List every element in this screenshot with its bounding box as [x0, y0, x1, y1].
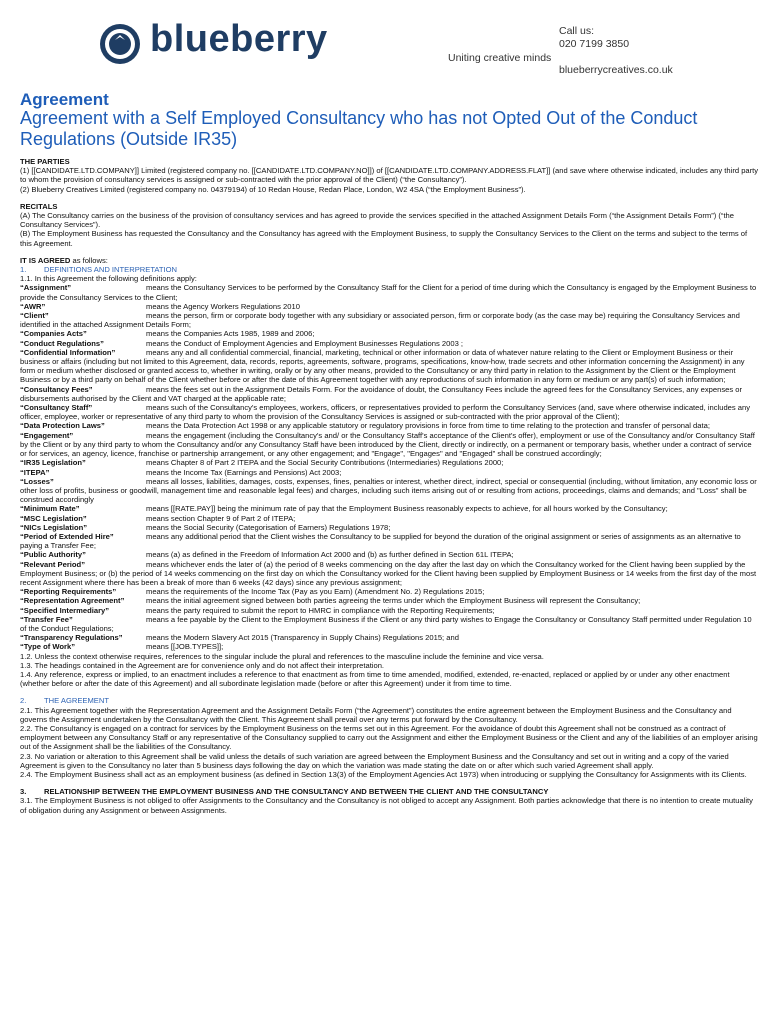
definition-term: “Representation Agreement”: [20, 596, 125, 606]
definition-text: means any additional period that the Client wishes the Consultancy to be supplied for beyond the duration of the original assignment or series of assignments as an alternative to paying a Transfer Fee;: [20, 531, 741, 551]
definition-item: [20, 468, 760, 477]
definition-text: means [[RATE.PAY]] being the minimum rate of pay that the Employment Business reasonably expects to achieve, for all hours worked by the Consultancy;: [146, 504, 668, 514]
definition-item: [20, 283, 760, 301]
definition-item: [20, 532, 760, 550]
definition-term: “ITEPA”: [20, 467, 50, 477]
definition-item: [20, 550, 760, 559]
definition-item: [20, 560, 760, 588]
section-1-heading: [20, 265, 760, 274]
recitals-heading: RECITALS: [20, 201, 58, 211]
definition-text: means [[JOB.TYPES]];: [146, 642, 224, 652]
definition-text: means the Agency Workers Regulations 2010: [146, 301, 300, 311]
definition-term: “Transparency Regulations”: [20, 633, 123, 643]
definition-text: means the person, firm or corporate body together with any subsidiary or associated person, firm or corporate body (as the case may be) requiring the Consultancy Services and identified in the attached Assignment Details Form;: [20, 311, 740, 330]
definition-term: “Consultancy Staff”: [20, 403, 93, 413]
definition-term: “Relevant Period”: [20, 559, 85, 569]
definition-text: means the Conduct of Employment Agencies and Employment Businesses Regulations 2003 ;: [146, 338, 464, 348]
definition-term: “Minimum Rate”: [20, 504, 80, 514]
definition-term: “Specified Intermediary”: [20, 605, 110, 615]
definition-text: means the engagement (including the Consultancy's and/ or the Consultancy Staff's acceptance of the Client's offer), employment or use of the Consultancy and/or Consultancy Staff by the Client or by any third party to whom the Consultancy and/or any Consultancy Staff have been introduced by the Client, directly or indirectly, on a permanent or temporary basis, whether under a contract of service or for services, an agency, licence, franchise or partnership arrangement, or any other engagement; and "Engage", "Engages" and "Engaged" shall be construed accordingly;: [20, 430, 755, 459]
definition-text: means (a) as defined in the Freedom of Information Act 2000 and (b) as further defined in Section 61L ITEPA;: [146, 550, 514, 560]
contact-phone: 020 7199 3850: [559, 37, 630, 50]
clause-3-1: 3.1. The Employment Business is not obliged to offer Assignments to the Consultancy and the Consultancy is not obliged to accept any Assignment. Both parties acknowledge that there is no intention to create mutuality of obligation during any Assignment or between Assignments.: [20, 796, 753, 815]
definition-term: “Consultancy Fees”: [20, 384, 93, 394]
blueberry-logo-icon: [99, 23, 141, 65]
definition-text: means Chapter 8 of Part 2 ITEPA and the Social Security Contributions (Intermediaries) Regulations 2000;: [146, 458, 504, 468]
clause-1-2: 1.2. Unless the context otherwise requires, references to the singular include the plural and references to the masculine include the feminine and vice versa.: [20, 651, 544, 661]
definition-term: “Engagement”: [20, 430, 74, 440]
definition-item: [20, 615, 760, 633]
section-3-number: 3.: [20, 787, 27, 797]
definition-text: means the Income Tax (Earnings and Pensions) Act 2003;: [146, 467, 342, 477]
definition-term: “Client”: [20, 311, 49, 321]
definition-text: means such of the Consultancy's employees, workers, officers, or representatives provided to perform the Consultancy Services (and, save where otherwise indicated, includes any officer, employee, worker or representative of any third party to whom the provision of the Consultancy Services is assigned or sub-contracted with the prior approval of the Client);: [20, 403, 751, 422]
recital-b: (B) The Employment Business has requested the Consultancy and the Consultancy has agreed with the Employment Business, to supply the Consultancy Services to the Client on the terms and subject to the terms of this Agreement.: [20, 229, 748, 248]
definition-text: means the Modern Slavery Act 2015 (Transparency in Supply Chains) Regulations 2015; and: [146, 633, 459, 643]
agreement-body: [20, 157, 760, 815]
party-2: (2) Blueberry Creatives Limited (registered company no. 04379194) of 10 Redan House, Redan Place, London, W2 4SA (“the Employment Business”).: [20, 184, 526, 194]
clause-1-1: 1.1. In this Agreement the following definitions apply:: [20, 274, 197, 284]
definition-item: [20, 329, 760, 338]
section-1-number: 1.: [20, 265, 27, 275]
clause-2-1: 2.1. This Agreement together with the Representation Agreement and the Assignment Details Form (“the Agreement”) constitutes the entire agreement between the Employment Business and the Consultancy and governs the Assignment undertaken by the Consultancy with the Client. This Agreement shall prevail over any terms put forward by the Consultancy.: [20, 705, 732, 724]
party-1: (1) [[CANDIDATE.LTD.COMPANY]] Limited (registered company no. [[CANDIDATE.LTD.COMPANY.NO]]) of [[CANDIDATE.LTD.COMPANY.ADDRESS.FLAT]] (and save where otherwise indicated, includes any third party to whom the provision of consultancy services is assigned or sub-contracted with the prior approval of the Client) (“the Consultancy”).: [20, 166, 759, 185]
definition-item: [20, 523, 760, 532]
definition-item: [20, 633, 760, 642]
definition-item: [20, 403, 760, 421]
contact-website: blueberrycreatives.co.uk: [559, 64, 673, 76]
definition-text: means the initial agreement signed between both parties agreeing the terms under which the Employment Business will represent the Consultancy;: [146, 596, 641, 606]
contact-block: [559, 25, 673, 76]
document-title: Agreement: [20, 90, 109, 109]
clause-2-3: 2.3. No variation or alteration to this Agreement shall be valid unless the details of such variation are agreed between the Employment Business and the Consultancy and set out in writing and a copy of the varied Agreement is given to the Consultancy no later than 5 business days following the day on which the variation was made stating the date on or after which such varied Agreement shall apply.: [20, 751, 729, 770]
definition-term: “Conduct Regulations”: [20, 338, 104, 348]
agreed-line: [20, 256, 760, 265]
definition-term: “MSC Legislation”: [20, 513, 87, 523]
definition-text: means the requirements of the Income Tax (Pay as you Earn) (Amendment No. 2) Regulations 2015;: [146, 587, 485, 597]
definition-term: “Public Authority”: [20, 550, 86, 560]
section-3-title: RELATIONSHIP BETWEEN THE EMPLOYMENT BUSINESS AND THE CONSULTANCY AND BETWEEN THE CLIENT AND THE CONSULTANCY: [44, 787, 549, 797]
spacer: [20, 248, 760, 256]
definition-term: “Type of Work”: [20, 642, 75, 652]
definition-item: [20, 514, 760, 523]
agreed-lead: IT IS AGREED: [20, 255, 71, 265]
definition-item: [20, 339, 760, 348]
clause-2-4: 2.4. The Employment Business shall act as an employment business (as defined in Section 13(3) of the Employment Agencies Act 1973) when introducing or supplying the Consultancy for Assignments with its Clients.: [20, 770, 747, 779]
tagline: Uniting creative minds: [448, 52, 552, 64]
clause-1-3: 1.3. The headings contained in the Agreement are for convenience only and do not affect their interpretation.: [20, 660, 385, 670]
agreed-rest: as follows:: [70, 255, 108, 265]
definition-text: means the party required to submit the report to HMRC in compliance with the Reporting Requirements;: [146, 605, 495, 615]
definition-item: [20, 348, 760, 385]
definition-item: [20, 587, 760, 596]
definition-item: [20, 385, 760, 403]
definition-text: means the Data Protection Act 1998 or any applicable statutory or regulatory provisions in force from time to time relating to the protection and transfer of personal data;: [146, 421, 710, 431]
definition-text: means any and all confidential commercial, financial, marketing, technical or other information or data of whatever nature relating to the Client or Employment Business or their business or affairs (including but not limited to this Agreement, data, records, reports, agreements, software, programs, specifications, know-how, trade secrets and other information concerning the Assignment) in any form or medium whether disclosed or granted access to, whether in writing, orally or by any other means, provided to the Consultancy or any third party in relation to the Assignment by the Client or the Employment Business or by a third party on behalf of the Client whether before or after the date of this Agreement together with any reproductions of such information in any form or medium or any part(s) of such information;: [20, 347, 745, 385]
definition-term: “Transfer Fee”: [20, 614, 73, 624]
parties-heading: THE PARTIES: [20, 157, 70, 166]
definition-text: means whichever ends the later of (a) the period of 8 weeks commencing on the day after the last day on which the Consultancy worked for the Client having been supplied by the Employment Business; or (b) the period of 14 weeks commencing on the first day on which the Consultancy worked for the Client having been supplied by Employment Business or 14 weeks from the first day of the most recent Assignment where there has been a break of more than 6 weeks (42 days) since any previous assignment;: [20, 559, 757, 587]
section-2-title: THE AGREEMENT: [44, 696, 109, 706]
clause-2-2: 2.2. The Consultancy is engaged on a contract for services by the Employment Business on the terms set out in this Agreement. For the avoidance of doubt this Agreement shall not be construed as a contract of employment between any Consultancy Staff or any representative of the Consultancy supplied to carry out the Assignment and either the Employment Business or the Client and any of the liabilities of an employer arising out of the Assignment shall be the liabilities of the Consultancy.: [20, 723, 758, 752]
section-2-number: 2.: [20, 696, 27, 706]
definition-text: means the Social Security (Categorisation of Earners) Regulations 1978;: [146, 522, 391, 532]
document-subtitle: Agreement with a Self Employed Consultancy who has not Opted Out of the Conduct Regulations (Outside IR35): [20, 108, 698, 149]
definition-item: [20, 458, 760, 467]
brand-name: blueberry: [150, 18, 328, 60]
definition-term: “AWR”: [20, 301, 46, 311]
definition-text: means the Companies Acts 1985, 1989 and 2006;: [146, 329, 315, 339]
page-header: [0, 0, 770, 80]
definition-term: “Data Protection Laws”: [20, 421, 105, 431]
definition-term: “Reporting Requirements”: [20, 587, 117, 597]
clause-1-4: 1.4. Any reference, express or implied, to an enactment includes a reference to that enactment as from time to time amended, modified, extended, re-enacted, replaced or applied by or under any other enactment (whether before or after the date of this Agreement) and all subordinate legislation made (before or after this Agreement) under it from time to time.: [20, 669, 730, 689]
definition-term: “Assignment”: [20, 283, 72, 293]
definition-text: means section Chapter 9 of Part 2 of ITEPA;: [146, 513, 296, 523]
section-2-heading: [20, 696, 760, 705]
definition-item: [20, 431, 760, 459]
definition-item: [20, 596, 760, 605]
definition-term: “Period of Extended Hire”: [20, 531, 114, 541]
recital-a: (A) The Consultancy carries on the business of the provision of consultancy services and has agreed to provide the services specified in the attached Assignment Details Form (“the Assignment Details Form”) (“the Consultancy Services”).: [20, 211, 735, 230]
spacer: [20, 194, 760, 202]
definition-item: [20, 642, 760, 651]
definition-term: “Confidential Information”: [20, 347, 116, 357]
definition-item: [20, 302, 760, 311]
definitions-list: [20, 283, 760, 651]
definition-item: [20, 606, 760, 615]
definition-item: [20, 504, 760, 513]
definition-item: [20, 477, 760, 505]
definition-text: means the Consultancy Services to be performed by the Consultancy Staff for the Client for a period of time during which the Consultancy is engaged by the Employment Business to provide the Consultancy Services to the Client;: [20, 283, 757, 302]
spacer: [20, 688, 760, 696]
spacer: [20, 779, 760, 787]
contact-call-label: Call us:: [559, 25, 595, 37]
section-1-title: DEFINITIONS AND INTERPRETATION: [44, 265, 178, 275]
definition-item: [20, 421, 760, 430]
definition-term: “Losses”: [20, 476, 54, 486]
section-3-heading: [20, 787, 760, 796]
definition-item: [20, 311, 760, 329]
definition-term: “IR35 Legislation”: [20, 458, 86, 468]
definition-text: means the fees set out in the Assignment Details Form. For the avoidance of doubt, the Consultancy Fees include the agreed fees for the Consultancy Services, any expenses or disbursements authorised by the Client and VAT charged at the applicable rate;: [20, 384, 743, 403]
definition-term: “NICs Legislation”: [20, 522, 88, 532]
definition-term: “Companies Acts”: [20, 329, 87, 339]
definition-text: means a fee payable by the Client to the Employment Business if the Client or any third party wishes to Engage the Consultancy or Consultancy Staff permitted under Regulation 10 of the Conduct Regulations;: [20, 614, 752, 633]
definition-text: means all losses, liabilities, damages, costs, expenses, fines, penalties or interest, whether direct, indirect, special or consequential (including, without limitation, any economic loss or other loss of profits, business or goodwill, management time and reasonable legal fees) and charges, including such items arising out of or resulting from actions, proceedings, claims and demands; and "Loss" shall be construed accordingly: [20, 476, 757, 505]
